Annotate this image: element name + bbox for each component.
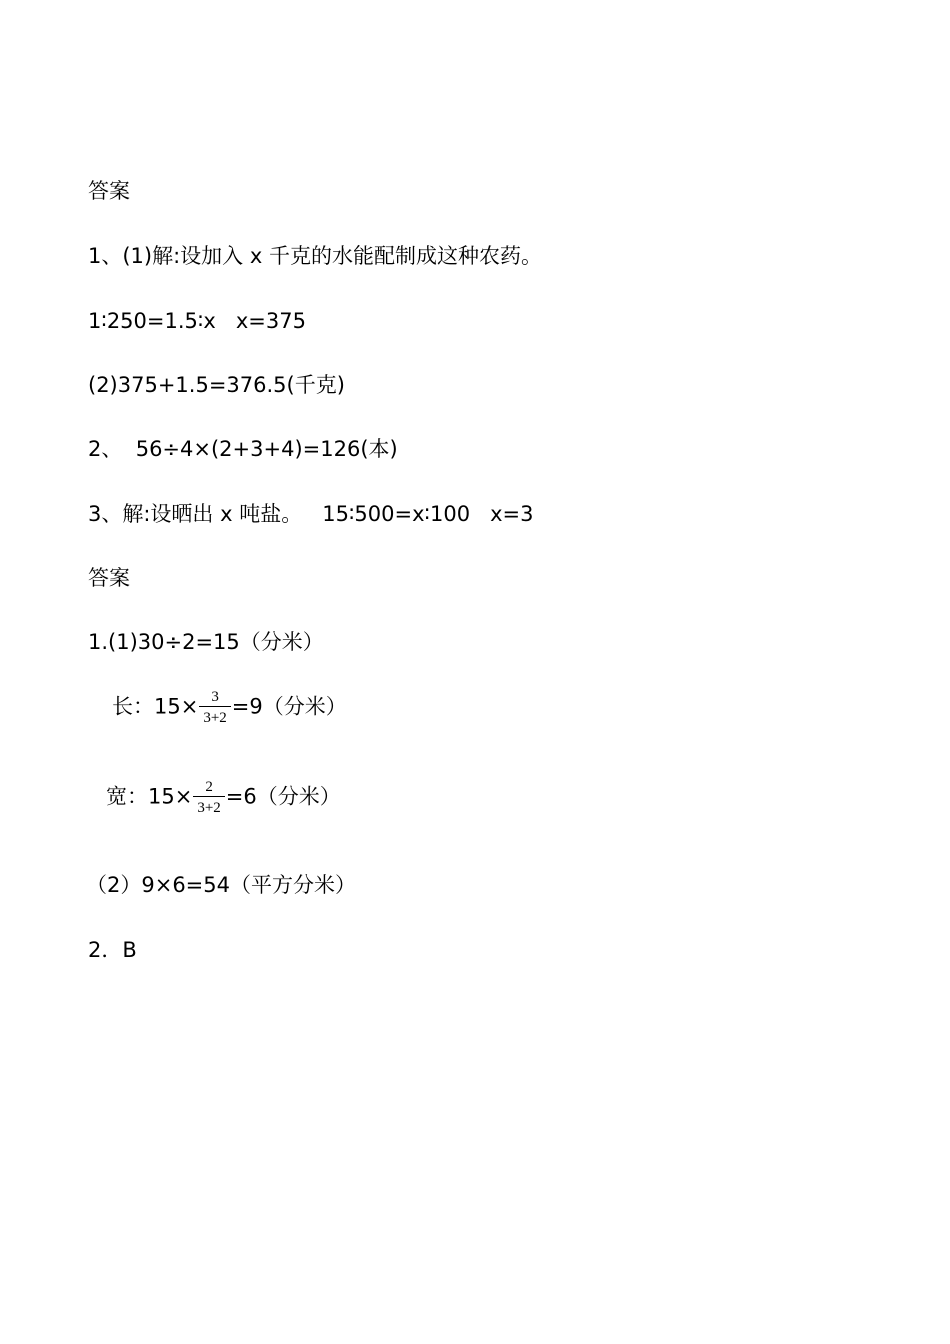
length-fraction-numerator: 3 — [199, 688, 230, 707]
width-fraction-numerator: 2 — [193, 778, 224, 797]
width-fraction-denominator: 3+2 — [197, 800, 221, 816]
s2-q1-part1: 1.(1)30÷2=15（分米） — [88, 630, 324, 654]
width-suffix: =6（分米） — [225, 784, 341, 809]
q2-solution: 2、 56÷4×(2+3+4)=126(本) — [88, 437, 398, 461]
width-prefix: 宽：15× — [106, 784, 193, 809]
s2-q2-answer: 2．B — [88, 938, 137, 962]
q3-solution: 3、解:设晒出 x 吨盐。 15∶500=x∶100 x=3 — [88, 502, 534, 526]
length-fraction — [199, 688, 230, 727]
q1-part1-solution: 1、(1)解:设加入 x 千克的水能配制成这种农药。 — [88, 244, 542, 268]
length-fraction-denominator: 3+2 — [203, 710, 227, 726]
section-heading-1: 答案 — [88, 179, 130, 203]
width-calculation — [106, 778, 341, 817]
q1-ratio-equation: 1∶250=1.5∶x x=375 — [88, 309, 306, 333]
length-prefix: 长：15× — [112, 694, 199, 719]
length-calculation — [112, 688, 347, 727]
s2-q1-part2: （2）9×6=54（平方分米） — [86, 873, 356, 897]
q1-part2-solution: (2)375+1.5=376.5(千克) — [88, 373, 345, 397]
width-fraction — [193, 778, 224, 817]
section-heading-2: 答案 — [88, 566, 130, 590]
length-suffix: =9（分米） — [231, 694, 347, 719]
